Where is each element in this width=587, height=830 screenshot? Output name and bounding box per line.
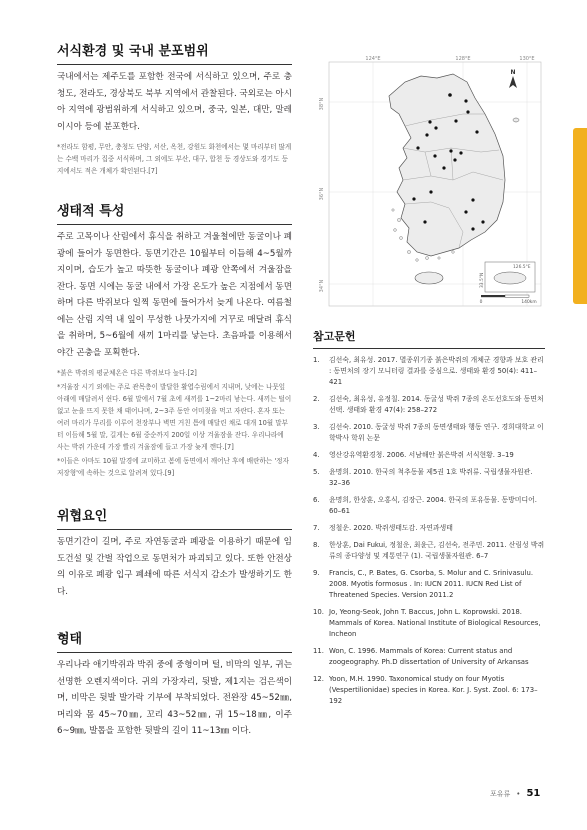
page-number: 51 <box>526 788 541 799</box>
reference-number: 10. <box>313 608 324 616</box>
ecology-note-2: *겨울잠 시기 외에는 주로 관목층이 발달한 활엽수림에서 지내며, 낮에는 나뭇잎 아래에 매달려서 쉰다. 6월 말에서 7월 초에 새끼를 1~2마리 낳는다. 새끼는 털이 없고 눈을 뜨지 못한 채 태어나며, 2~3주 동안 어미젖을 먹고 자란다. 혼자 또는 여러 마리가 무리를 이루어 천장부나 벽면 거친 틈에 매달린 채로 대개 10월 말부터 이듬해 5월 말, 길게는 6월 중순까지 200일 이상 겨울잠을 잔다. 우리나라에 사는 박쥐 가운데 가장 빨리 겨울잠에 들고 가장 늦게 깬다.[7] <box>57 383 292 451</box>
lon-label-2: 128°E <box>455 56 471 62</box>
reference-item <box>313 394 545 416</box>
page-footer <box>490 788 540 799</box>
threats-text: 동면기간이 길며, 주로 자연동굴과 폐광을 이용하기 때문에 임도건설 및 간벌 작업으로 동면처가 파괴되고 있다. 또한 안전상의 이유로 폐광 입구 폐쇄에 따른 서식지 감소가 발생하기도 한다. <box>57 537 292 597</box>
scale-start-label: 0 <box>479 300 483 305</box>
reference-number: 4. <box>313 451 320 459</box>
reference-number: 7. <box>313 524 320 532</box>
distribution-map <box>313 52 545 310</box>
habitat-note: *전라도 함평, 무안, 충청도 단양, 서산, 옥천, 강원도 화천에서는 몇 마리부터 많게는 수백 마리가 집중 서식하며, 그 외에도 부산, 대구, 합천 등 경상도와 경기도 등지에서도 적은 개체가 확인된다.[7] <box>57 143 292 175</box>
reference-text: 김선숙, 최유성, 유정칠. 2014. 동굴성 박쥐 7종의 온도선호도와 동면처 선택. 생태와 환경 47(4): 258–272 <box>329 395 544 414</box>
ecology-section <box>57 204 292 479</box>
scale-end-label: 140km <box>521 300 537 305</box>
ecology-note-1: *붉은 박쥐의 평균체온은 다른 박쥐보다 높다.[2] <box>57 369 197 377</box>
reference-text: Yoon, M.H. 1990. Taxonomical study on four Myotis (Vespertilionidae) species in Korea. Kor. J. Syst. Zool. 6: 173–192 <box>329 675 538 705</box>
reference-number: 3. <box>313 423 320 431</box>
lon-label-1: 124°E <box>365 56 381 62</box>
reference-number: 2. <box>313 395 320 403</box>
distribution-map-svg <box>313 52 545 310</box>
reference-item <box>313 607 545 640</box>
inset-lat-label: 33.5°N <box>480 272 485 288</box>
ulleung-island <box>513 118 519 122</box>
morphology-section <box>57 632 292 740</box>
reference-item <box>313 523 545 534</box>
threats-section <box>57 509 292 600</box>
reference-item <box>313 540 545 562</box>
reference-text: 영산강유역환경청. 2006. 서남해안 붉은박쥐 서식현황. 3–19 <box>329 451 514 459</box>
main-text-column <box>57 44 292 740</box>
reference-number: 6. <box>313 496 320 504</box>
lat-label-2: 36°N <box>319 187 325 201</box>
reference-item <box>313 568 545 601</box>
jeju-island <box>415 272 443 284</box>
chapter-tab <box>573 128 587 304</box>
reference-item <box>313 355 545 388</box>
reference-item <box>313 450 545 461</box>
habitat-text: 국내에서는 제주도를 포함한 전국에 서식하고 있으며, 주로 충청도, 전라도, 경상북도 북부 지역에서 관찰된다. 국외로는 아시아 지역에 광범위하게 서식하고 있으며, 중국, 일본, 대만, 말레이시아 등에 분포한다. <box>57 72 292 132</box>
reference-item <box>313 422 545 444</box>
reference-number: 8. <box>313 541 320 549</box>
reference-text: Jo, Yeong-Seok, John T. Baccus, John L. Koprowski. 2018. Mammals of Korea. National Institute of Biological Resources, Incheon <box>329 608 541 638</box>
habitat-section <box>57 44 292 177</box>
reference-number: 1. <box>313 356 320 364</box>
reference-text: 김선숙. 2010. 동굴성 박쥐 7종의 동면생태와 행동 연구. 경희대학교 이학박사 학위 논문 <box>329 423 544 442</box>
reference-item <box>313 495 545 517</box>
footer-section-label: 포유류 <box>490 789 511 798</box>
reference-item <box>313 467 545 489</box>
reference-text: 윤명희, 한상훈, 오홍식, 김장근. 2004. 한국의 포유동물. 동방미디어. 60–61 <box>329 496 537 515</box>
habitat-title: 서식환경 및 국내 분포범위 <box>57 44 292 65</box>
lat-label-3: 34°N <box>319 279 325 293</box>
threats-title: 위협요인 <box>57 509 292 530</box>
reference-text: Won, C. 1996. Mammals of Korea: Current status and zoogeography. Ph.D dissertation of University of Arkansas <box>329 647 529 666</box>
reference-number: 11. <box>313 647 324 655</box>
side-column <box>313 52 545 713</box>
reference-text: 한상훈, Dai Fukui, 정철운, 최윤근, 김선숙, 전주민. 2011. 산림성 박쥐류의 종다양성 및 계통연구 (1). 국립생물자원관. 6–7 <box>329 541 545 560</box>
jeju-inset <box>479 262 535 292</box>
ecology-title: 생태적 특성 <box>57 204 292 225</box>
north-label: N <box>510 69 516 76</box>
reference-number: 5. <box>313 468 320 476</box>
lon-label-3: 130°E <box>519 56 535 62</box>
reference-text: 정철운. 2020. 박쥐생태도감. 자연과생태 <box>329 524 453 532</box>
reference-number: 12. <box>313 675 324 683</box>
references-list <box>313 355 545 707</box>
reference-text: 김선숙, 최유성. 2017. 멸종위기종 붉은박쥐의 개체군 경향과 보호 관리 : 동면처의 장기 모니터링 결과를 중심으로. 생태와 환경 50(4): 411–421 <box>329 356 544 386</box>
reference-text: 윤명희. 2010. 한국의 척추동물 제5권 1호 박쥐류. 국립생물자원관. 32–36 <box>329 468 533 487</box>
lat-label-1: 38°N <box>319 97 325 111</box>
inset-lon-label: 126.5°E <box>513 265 531 270</box>
reference-item <box>313 674 545 707</box>
ecology-text: 주로 고목이나 산림에서 휴식을 취하고 겨울철에만 동굴이나 폐광에 들어가 동면한다. 동면기간은 10월부터 이듬해 4~5월까지이며, 습도가 높고 따뜻한 동굴이나 폐광 안쪽에서 겨울잠을 잔다. 동면 시에는 동굴 내에서 가장 온도가 높은 지점에서 동면하며 다른 박쥐보다 일찍 동면에 들어가서 늦게 나온다. 여름철에는 산림 지역 내 잎이 무성한 나뭇가지에 거꾸로 매달려 휴식을 취하며, 5~6월에 새끼 1마리를 낳는다. 초음파를 이용해서 야간 곤충을 포획한다. <box>57 232 292 358</box>
reference-text: Francis, C., P. Bates, G. Csorba, S. Molur and C. Srinivasulu. 2008. Myotis formosus . In: IUCN 2011. IUCN Red List of Threatened Species. Version 2011.2 <box>329 569 534 599</box>
reference-number: 9. <box>313 569 320 577</box>
morphology-title: 형태 <box>57 632 292 653</box>
reference-item <box>313 646 545 668</box>
references-title: 참고문헌 <box>313 328 545 349</box>
ecology-note-3: *이들은 아마도 10월 말경에 교미하고 봄에 동면에서 깨어난 후에 배란하는 '정자 저장형'에 속하는 것으로 알려져 있다.[9] <box>57 457 289 477</box>
footer-separator: • <box>516 789 521 798</box>
morphology-text: 우리나라 애기박쥐과 박쥐 중에 중형이며 털, 비막의 일부, 귀는 선명한 오렌지색이다. 귀의 가장자리, 뒷발, 제1지는 검은색이며, 비막은 뒷발 발가락 기부에 부착되었다. 전완장 45~52㎜, 머리와 몸 45~70㎜, 꼬리 43~52㎜, 귀 15~18㎜, 이주 6~9㎜, 발톱을 포함한 뒷발의 길이 11~13㎜ 이다. <box>57 660 292 736</box>
